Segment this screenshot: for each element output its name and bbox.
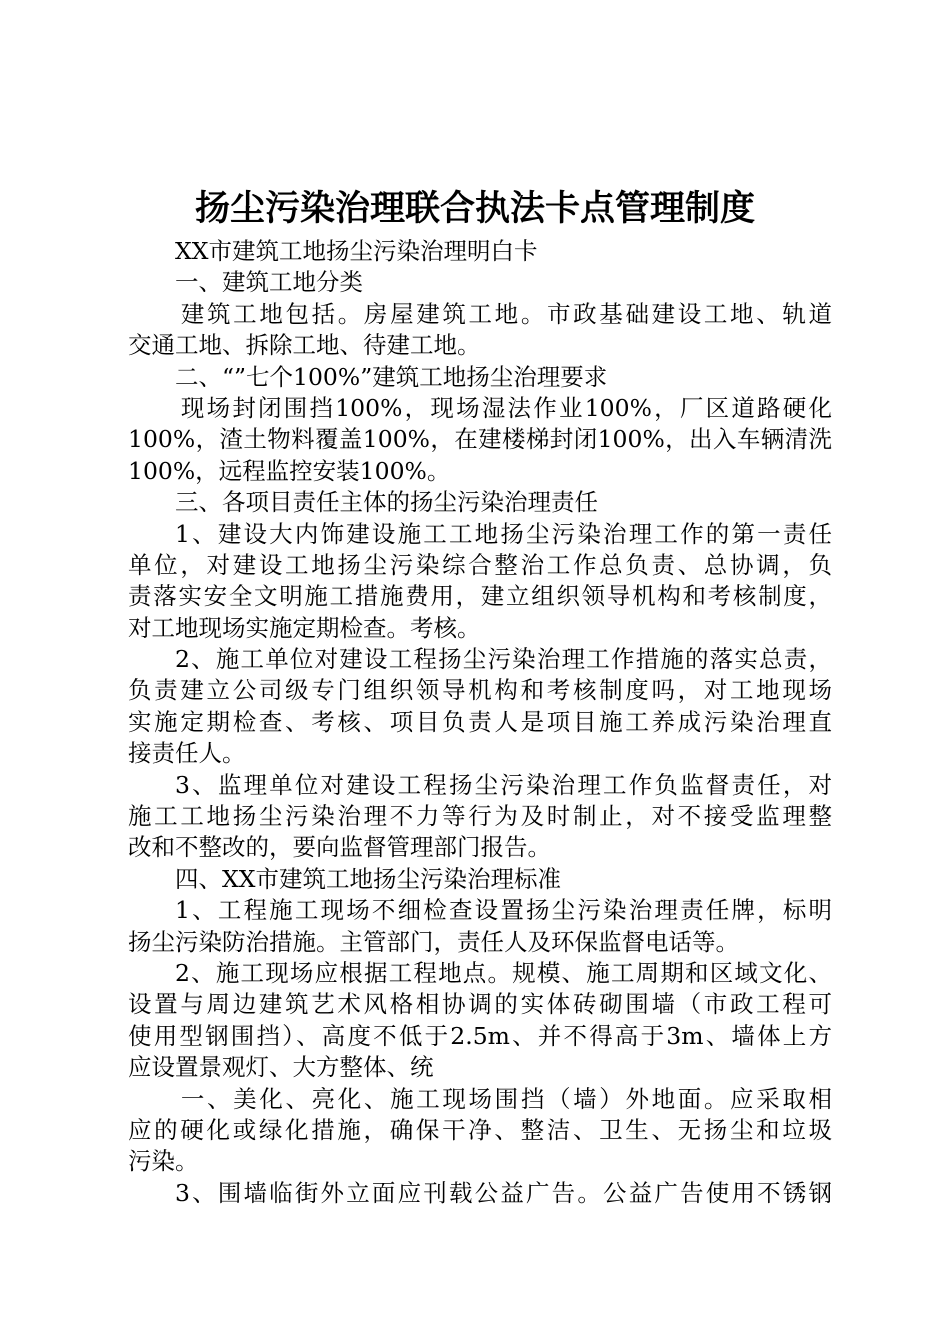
text-line: 100%，远程监控安装100%。 <box>128 456 451 485</box>
text-line: 1、工程施工现场不细检查设置扬尘污染治理责任牌，标明 <box>175 896 832 925</box>
text-line: 现场封闭围挡100%，现场湿法作业100%，厂区道路硬化 <box>180 393 832 422</box>
text-line: 3、围墙临街外立面应刊载公益广告。公益广告使用不锈钢 <box>175 1178 832 1207</box>
text-line: 应设置景观灯、大方整体、统 <box>128 1053 434 1082</box>
text-line: 实施定期检查、考核、项目负责人是项目施工养成污染治理直 <box>128 707 832 736</box>
text-line: 对工地现场实施定期检查。考核。 <box>128 613 481 642</box>
text-line: 一、建筑工地分类 <box>175 268 363 297</box>
text-line: 三、各项目责任主体的扬尘污染治理责任 <box>175 488 598 517</box>
text-line: 责落实安全文明施工措施费用，建立组织领导机构和考核制度， <box>128 582 832 611</box>
text-line: 1、建设大内饰建设施工工地扬尘污染治理工作的第一责任 <box>175 519 832 548</box>
text-line: 交通工地、拆除工地、待建工地。 <box>128 331 481 360</box>
text-line: 使用型钢围挡）、高度不低于2.5m、并不得高于3m、墙体上方 <box>128 1021 832 1050</box>
document-body <box>128 236 832 1209</box>
text-line: 2、施工现场应根据工程地点。规模、施工周期和区域文化、 <box>175 958 832 987</box>
text-line: 100%，渣土物料覆盖100%，在建楼梯封闭100%，出入车辆清洗 <box>128 425 832 454</box>
document-title: 扬尘污染治理联合执法卡点管理制度 <box>194 188 755 229</box>
text-line: 单位，对建设工地扬尘污染综合整治工作总负责、总协调，负 <box>128 550 832 579</box>
text-line: 接责任人。 <box>128 739 246 768</box>
text-line: 建筑工地包括。房屋建筑工地。市政基础建设工地、轨道 <box>180 299 832 328</box>
text-line: 二、“”七个100%”建筑工地扬尘治理要求 <box>175 362 608 391</box>
text-line: 负责建立公司级专门组织领导机构和考核制度吗，对工地现场 <box>128 676 832 705</box>
text-line: 四、XX市建筑工地扬尘污染治理标准 <box>175 864 561 893</box>
text-line: XX市建筑工地扬尘污染治理明白卡 <box>175 237 538 265</box>
text-line: 3、监理单位对建设工程扬尘污染治理工作负监督责任，对 <box>175 770 832 799</box>
text-line: 2、施工单位对建设工程扬尘污染治理工作措施的落实总责， <box>175 645 832 674</box>
text-line: 污染。 <box>128 1147 199 1176</box>
text-line: 应的硬化或绿化措施，确保干净、整洁、卫生、无扬尘和垃圾 <box>128 1115 832 1144</box>
text-line: 一、美化、亮化、施工现场围挡（墙）外地面。应采取相 <box>180 1084 832 1113</box>
text-line: 施工工地扬尘污染治理不力等行为及时制止，对不接受监理整 <box>128 802 832 831</box>
text-line: 设置与周边建筑艺术风格相协调的实体砖砌围墙（市政工程可 <box>128 990 832 1019</box>
text-line: 扬尘污染防治措施。主管部门，责任人及环保监督电话等。 <box>128 927 739 956</box>
text-line: 改和不整改的，要向监督管理部门报告。 <box>128 833 551 862</box>
